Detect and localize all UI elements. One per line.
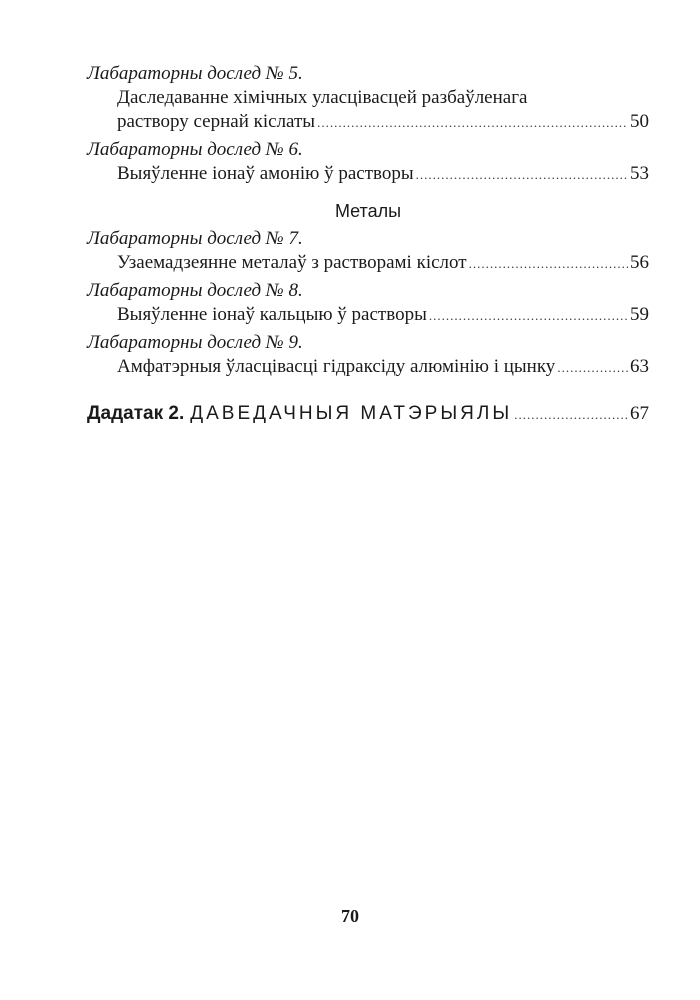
entry-line [87, 251, 649, 276]
entry-line [87, 110, 649, 135]
entry-line [87, 86, 649, 110]
entry-text: Выяўленне іонаў кальцыю ў растворы [117, 304, 427, 325]
section-heading: Металы [334, 201, 402, 221]
page-ref: 67 [630, 403, 649, 424]
page-ref: 53 [630, 163, 649, 184]
table-of-contents [87, 62, 649, 427]
toc-entry-appendix-2 [87, 402, 649, 427]
entry-text: Выяўленне іонаў амонію ў растворы [117, 163, 414, 184]
appendix-title: ДАВЕДАЧНЫЯ МАТЭРЫЯЛЫ [190, 403, 513, 424]
entry-title: Лабараторны дослед № 9. [87, 332, 303, 353]
dot-leader [557, 356, 628, 380]
entry-title: Лабараторны дослед № 5. [87, 63, 303, 84]
toc-entry-experiment-9 [87, 331, 649, 380]
page-ref: 63 [630, 356, 649, 377]
dot-leader [429, 304, 628, 328]
page-ref: 56 [630, 252, 649, 273]
page-ref: 59 [630, 304, 649, 325]
entry-line [87, 162, 649, 187]
page-ref: 50 [630, 111, 649, 132]
appendix-label: Дадатак 2. [87, 403, 185, 424]
dot-leader [317, 111, 628, 135]
toc-entry-experiment-7 [87, 227, 649, 276]
dot-leader [416, 163, 628, 187]
entry-text: Узаемадзеянне металаў з растворамі кіслот [117, 252, 467, 273]
entry-line [87, 303, 649, 328]
page-number: 70 [341, 906, 359, 926]
toc-entry-experiment-8 [87, 279, 649, 328]
dot-leader [514, 403, 628, 427]
entry-text: раствору сернай кіслаты [117, 111, 316, 132]
entry-line [87, 355, 649, 380]
entry-text: Даследаванне хімічных уласцівасцей разбаўленага [117, 87, 528, 108]
entry-title: Лабараторны дослед № 7. [87, 228, 303, 249]
toc-entry-experiment-5 [87, 62, 649, 135]
entry-text: Амфатэрныя ўласцівасці гідраксіду алюмінію і цынку [117, 356, 556, 377]
entry-title: Лабараторны дослед № 8. [87, 280, 303, 301]
dot-leader [469, 252, 628, 276]
toc-entry-experiment-6 [87, 138, 649, 187]
entry-title: Лабараторны дослед № 6. [87, 139, 303, 160]
